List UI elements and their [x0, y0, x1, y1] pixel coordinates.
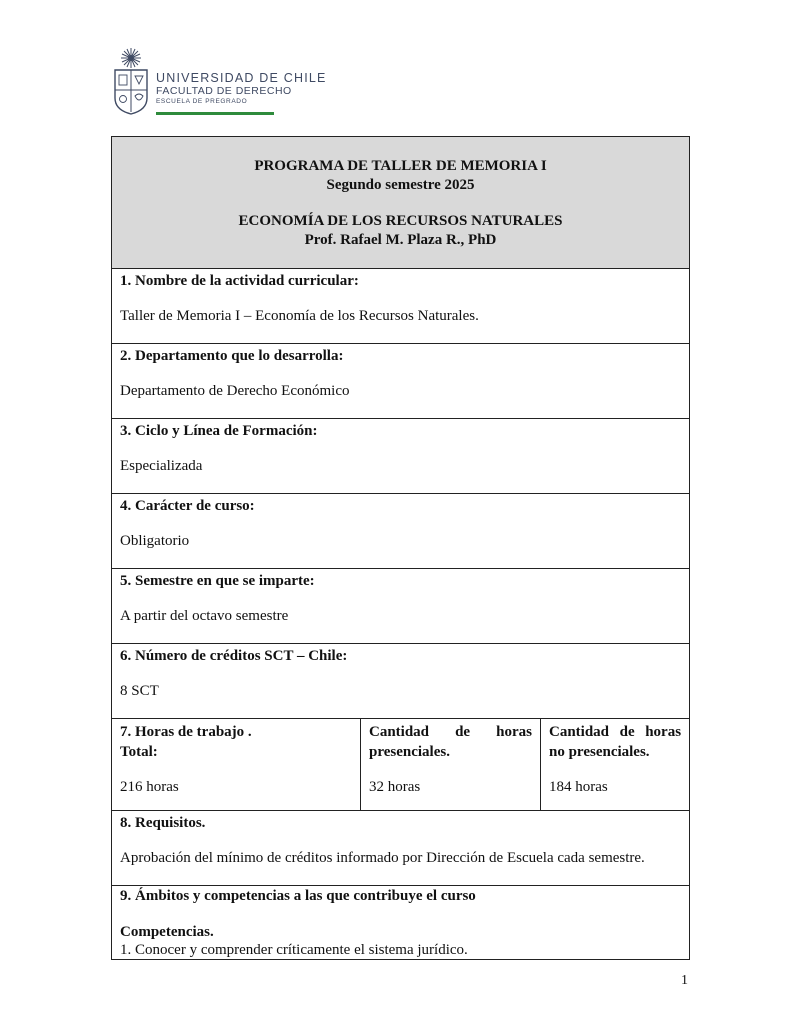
competencies-row: [112, 886, 690, 960]
section-value: Departamento de Derecho Económico: [120, 383, 350, 399]
section-cell: [112, 644, 690, 719]
program-table: [111, 136, 690, 960]
competencies-cell: [112, 886, 690, 960]
section-heading: 4. Carácter de curso:: [120, 498, 255, 514]
section-row: [112, 494, 690, 569]
section-value: A partir del octavo semestre: [120, 608, 289, 624]
section-heading: 6. Número de créditos SCT – Chile:: [120, 648, 348, 664]
nonpresential-hours-value: 184 horas: [549, 779, 608, 795]
logo-green-rule: [156, 112, 274, 115]
logo-university-name: UNIVERSIDAD DE CHILE: [156, 71, 327, 85]
section-value: Obligatorio: [120, 533, 190, 549]
program-semester: Segundo semestre 2025: [326, 177, 475, 193]
logo-school-name: ESCUELA DE PREGRADO: [156, 98, 248, 105]
section-value: 8 SCT: [120, 683, 159, 699]
nonpresential-label: no presenciales.: [549, 744, 650, 760]
section-cell: [112, 494, 690, 569]
section-row: [112, 269, 690, 344]
section-heading: 3. Ciclo y Línea de Formación:: [120, 423, 318, 439]
section-cell: [112, 569, 690, 644]
competencies-heading: 9. Ámbitos y competencias a las que contribuye el curso: [120, 888, 476, 904]
section-heading: 5. Semestre en que se imparte:: [120, 573, 315, 589]
university-seal-icon: [110, 46, 152, 116]
section-row: [112, 644, 690, 719]
presential-hours-cell: [361, 719, 541, 811]
section-heading: 1. Nombre de la actividad curricular:: [120, 273, 359, 289]
hours-row: [112, 719, 690, 811]
presential-hours-value: 32 horas: [369, 779, 421, 795]
section-cell: [112, 419, 690, 494]
section-row: [112, 569, 690, 644]
requirements-value: Aprobación del mínimo de créditos informado por Dirección de Escuela cada semestre.: [120, 850, 645, 866]
section-cell: [112, 344, 690, 419]
total-hours-value: 216 horas: [120, 779, 179, 795]
nonpresential-hours-label: Cantidad de horas: [549, 724, 682, 740]
university-logo: [110, 46, 327, 118]
section-value: Taller de Memoria I – Economía de los Recursos Naturales.: [120, 308, 479, 324]
logo-text: [156, 72, 327, 107]
presential-label: presenciales.: [369, 744, 450, 760]
logo-faculty-name: FACULTAD DE DERECHO: [156, 85, 292, 97]
header-row: [112, 137, 690, 269]
header-cell: [112, 137, 690, 269]
course-name: ECONOMÍA DE LOS RECURSOS NATURALES: [238, 213, 563, 229]
section-row: [112, 344, 690, 419]
section-cell: [112, 269, 690, 344]
page-number: 1: [681, 973, 688, 988]
requirements-cell: [112, 811, 690, 886]
competency-item: 1. Conocer y comprender críticamente el sistema jurídico.: [120, 942, 468, 958]
presential-hours-label: Cantidad de horas: [369, 724, 532, 740]
total-hours-label: 7. Horas de trabajo .: [120, 724, 252, 740]
program-title: PROGRAMA DE TALLER DE MEMORIA I: [254, 158, 547, 174]
section-heading: 2. Departamento que lo desarrolla:: [120, 348, 344, 364]
total-label: Total:: [120, 744, 158, 760]
total-hours-cell: [112, 719, 361, 811]
competencies-subheading: Competencias.: [120, 924, 214, 940]
requirements-row: [112, 811, 690, 886]
requirements-heading: 8. Requisitos.: [120, 815, 206, 831]
section-value: Especializada: [120, 458, 203, 474]
section-row: [112, 419, 690, 494]
professor-name: Prof. Rafael M. Plaza R., PhD: [304, 232, 497, 248]
nonpresential-hours-cell: [541, 719, 690, 811]
